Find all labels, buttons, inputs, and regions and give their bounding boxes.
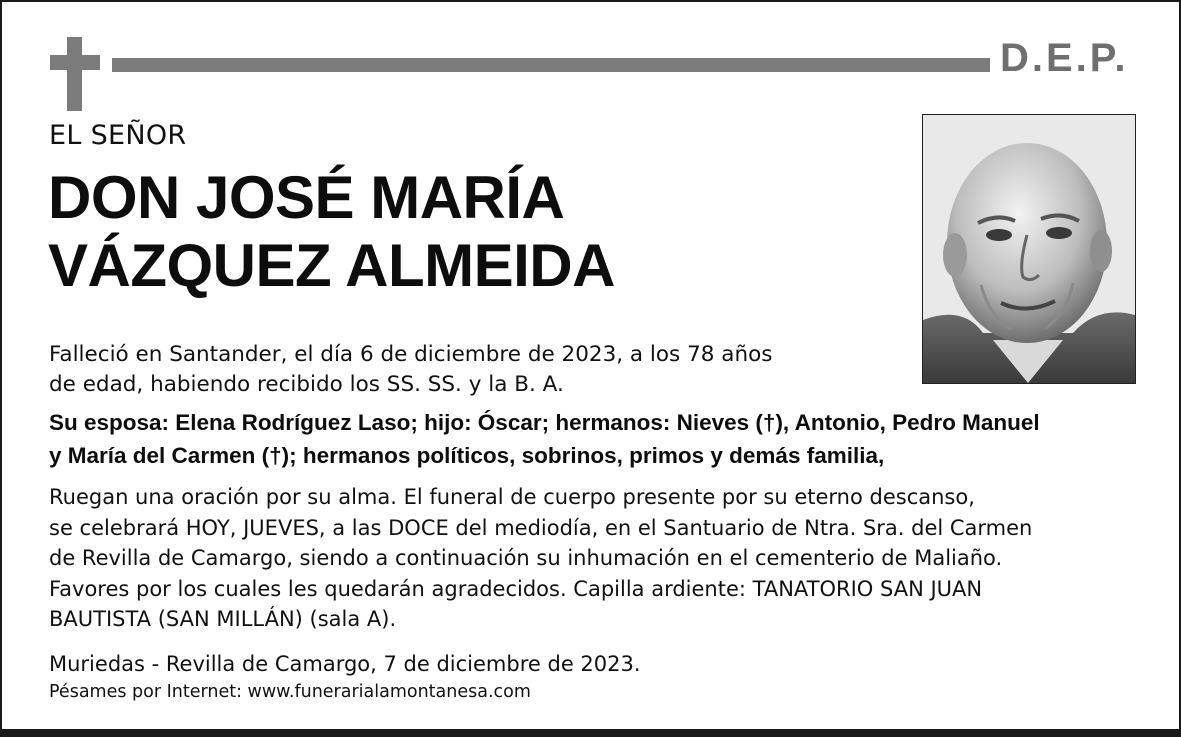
- announcement-line: BAUTISTA (SAN MILLÁN) (sala A).: [49, 607, 397, 631]
- death-notice-line: de edad, habiendo recibido los SS. SS. y la B. A.: [49, 372, 564, 397]
- family-line: Su esposa: Elena Rodríguez Laso; hijo: Óscar; hermanos: Nieves (†), Antonio, Pedro Manuel: [49, 410, 1040, 435]
- announcement-line: se celebrará HOY, JUEVES, a las DOCE del mediodía, en el Santuario de Ntra. Sra. del Carmen: [49, 515, 1033, 540]
- header-rule: [112, 58, 990, 72]
- dep-label: D.E.P.: [1000, 36, 1129, 80]
- name-line-1: DON JOSÉ MARÍA: [48, 164, 565, 231]
- cross-icon: [50, 37, 100, 111]
- family-line: y María del Carmen (†); hermanos políticos, sobrinos, primos y demás familia,: [49, 443, 885, 468]
- deceased-name: [48, 164, 615, 300]
- portrait-photo: [922, 114, 1136, 384]
- announcement-line: Favores por los cuales les quedarán agradecidos. Capilla ardiente: TANATORIO SAN JUAN: [49, 576, 983, 601]
- funeral-announcement: [49, 482, 1149, 635]
- footer-rule: [2, 729, 1179, 737]
- announcement-line: Ruegan una oración por su alma. El funeral de cuerpo presente por su eterno descanso,: [49, 485, 975, 509]
- name-line-2: VÁZQUEZ ALMEIDA: [48, 232, 615, 299]
- announcement-line: de Revilla de Camargo, siendo a continuación su inhumación en el cementerio de Maliaño.: [49, 546, 1003, 570]
- portrait-illustration: [923, 115, 1135, 383]
- honorific-prefix: EL SEÑOR: [49, 120, 187, 151]
- family-list: [49, 406, 1149, 472]
- death-notice: [49, 340, 909, 400]
- place-and-date: Muriedas - Revilla de Camargo, 7 de diciembre de 2023.: [49, 652, 641, 676]
- condolences-website: Pésames por Internet: www.funerarialamontanesa.com: [49, 682, 531, 702]
- death-notice-line: Falleció en Santander, el día 6 de diciembre de 2023, a los 78 años: [49, 342, 773, 367]
